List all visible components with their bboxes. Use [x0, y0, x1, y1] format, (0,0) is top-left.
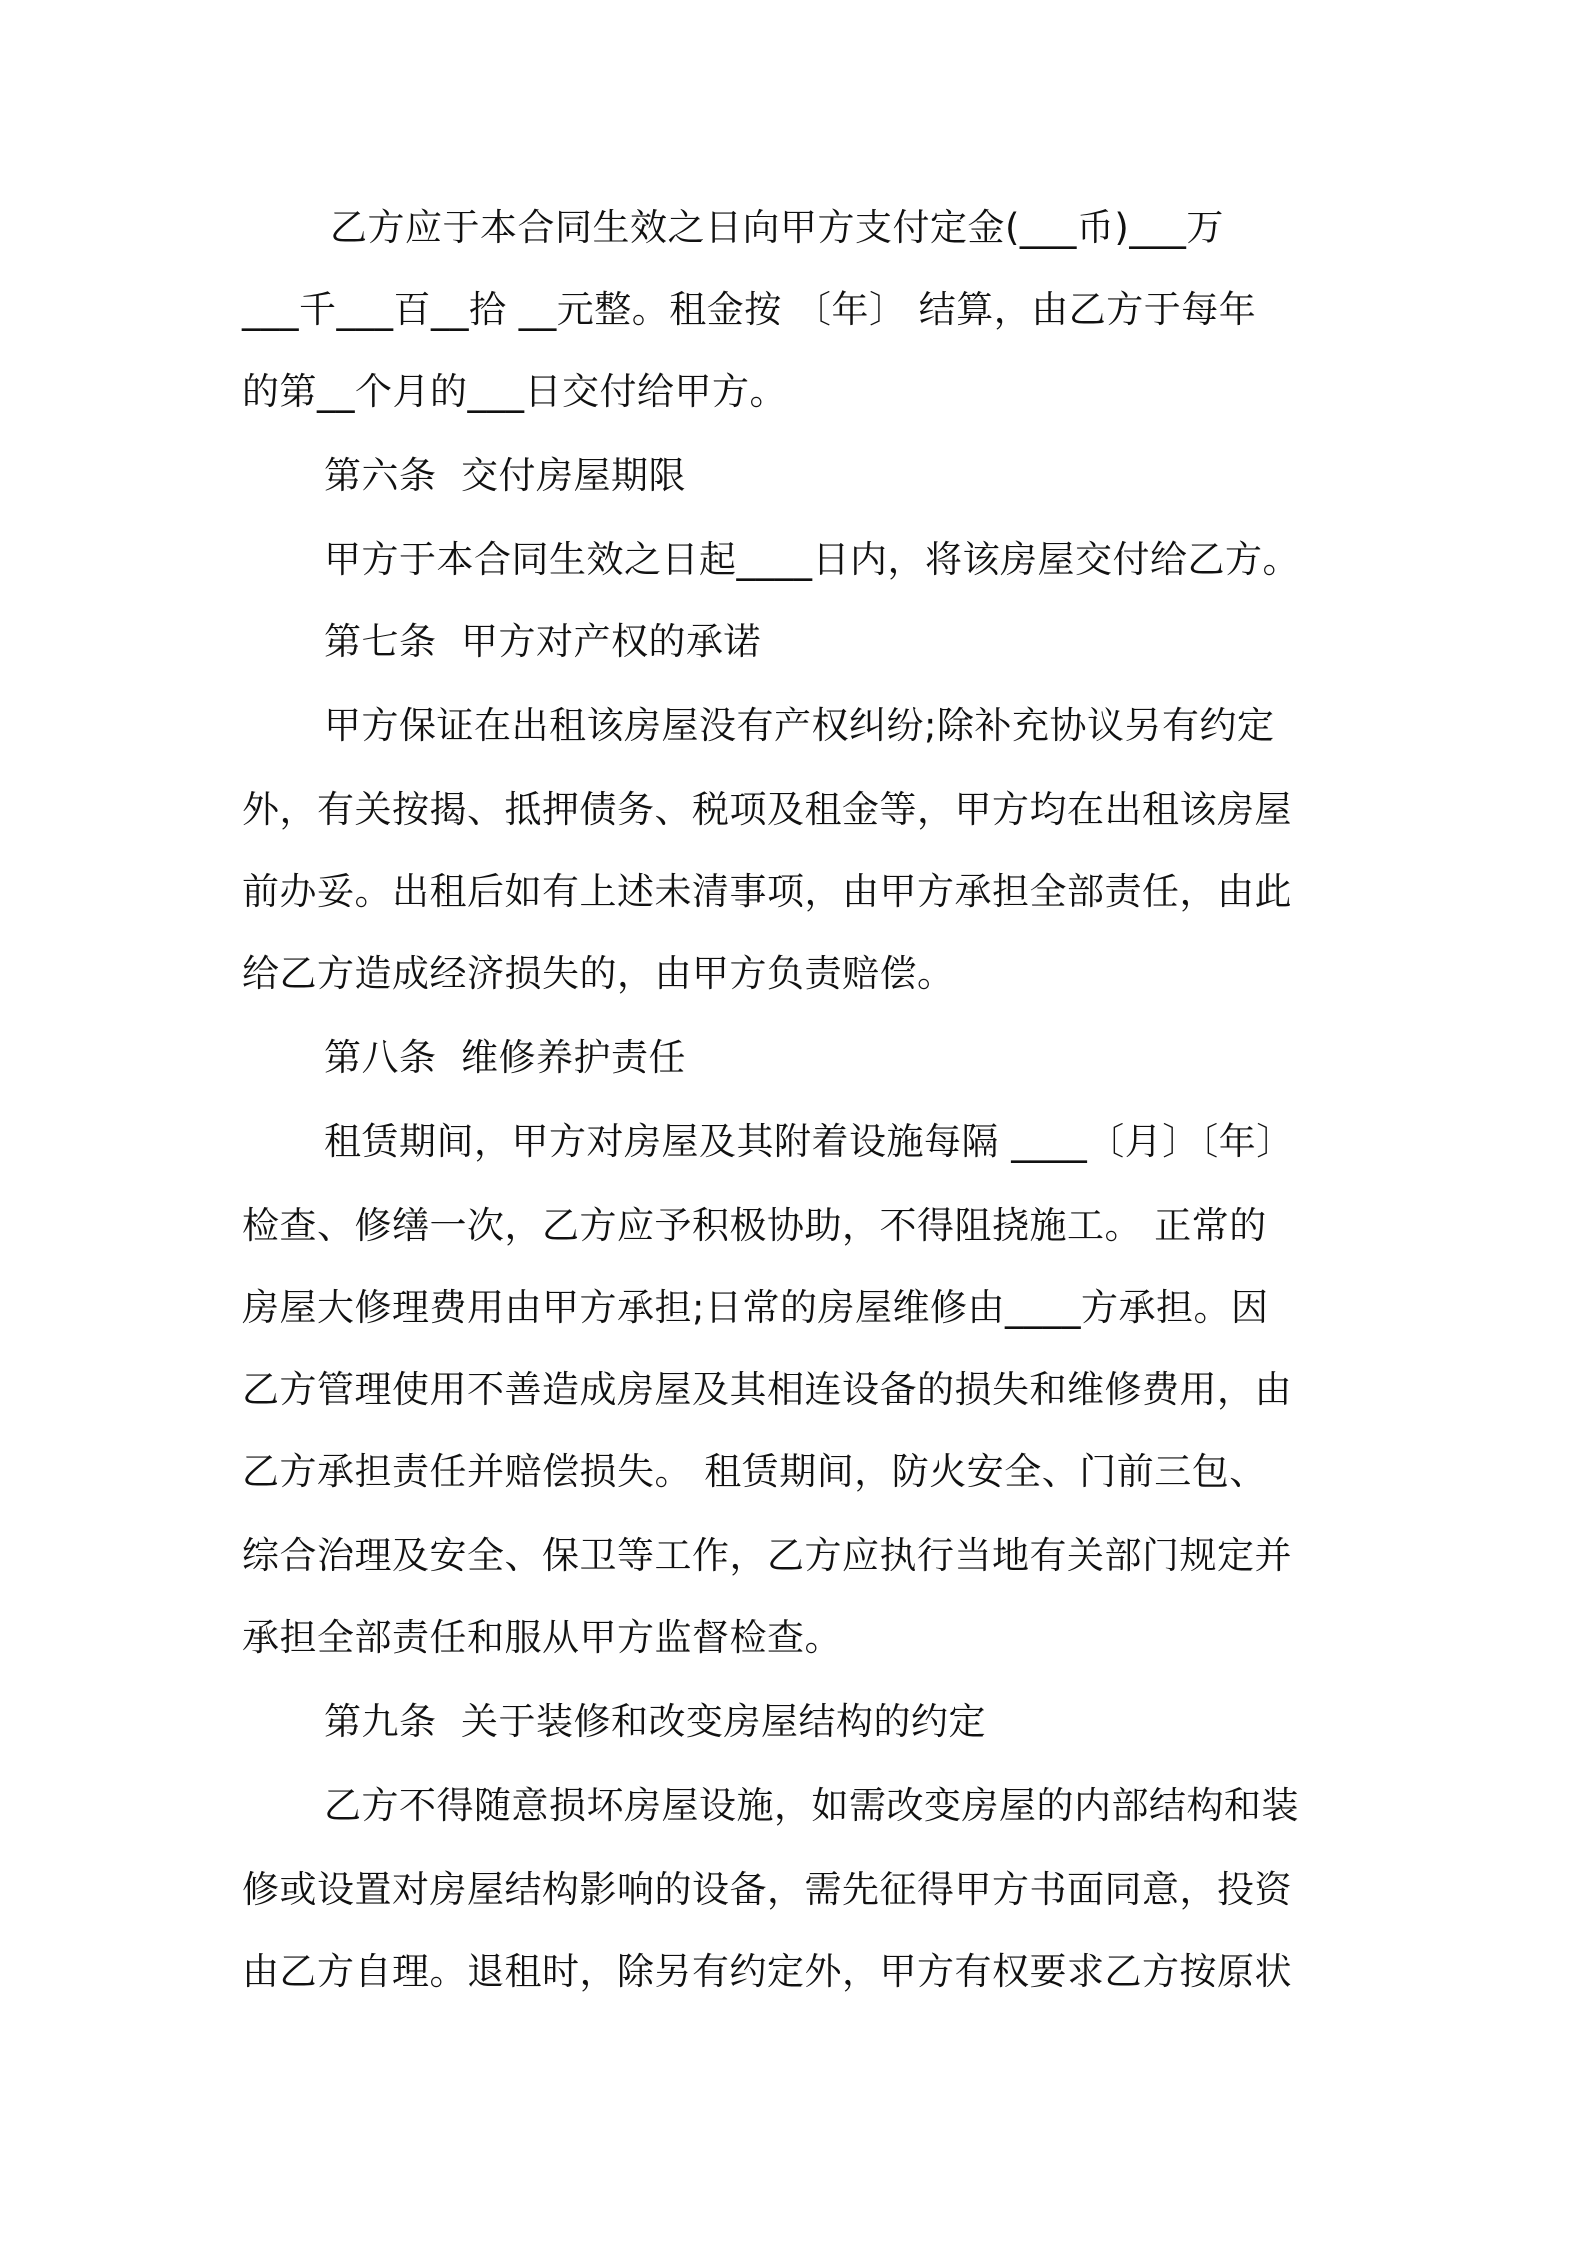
- paragraph-line: 房屋大修理费用由甲方承担;日常的房屋维修由____方承担。因: [242, 1286, 1269, 1329]
- paragraph-line: 给乙方造成经济损失的，由甲方负责赔偿。: [242, 952, 955, 995]
- paragraph-line: 前办妥。出租后如有上述未清事项，由甲方承担全部责任，由此: [242, 870, 1292, 913]
- paragraph-line: 租赁期间，甲方对房屋及其附着设施每隔 ____〔月〕〔年〕: [324, 1120, 1294, 1163]
- paragraph-line: 乙方应于本合同生效之日向甲方支付定金(___币)___万: [330, 206, 1224, 249]
- paragraph-line: 承担全部责任和服从甲方监督检查。: [242, 1616, 842, 1659]
- paragraph-line: 综合治理及安全、保卫等工作，乙方应执行当地有关部门规定并: [242, 1534, 1292, 1577]
- paragraph-line: 乙方承担责任并赔偿损失。 租赁期间，防火安全、门前三包、: [242, 1450, 1267, 1493]
- section-heading: 第八条 维修养护责任: [324, 1036, 687, 1079]
- section-heading: 第九条 关于装修和改变房屋结构的约定: [324, 1700, 987, 1743]
- paragraph-line: 的第__个月的___日交付给甲方。: [242, 370, 787, 413]
- paragraph-line: 乙方不得随意损坏房屋设施，如需改变房屋的内部结构和装: [324, 1784, 1299, 1827]
- paragraph-line: 外，有关按揭、抵押债务、税项及租金等，甲方均在出租该房屋: [242, 788, 1292, 831]
- paragraph-line: 由乙方自理。退租时，除另有约定外，甲方有权要求乙方按原状: [242, 1950, 1292, 1993]
- paragraph-line: 乙方管理使用不善造成房屋及其相连设备的损失和维修费用，由: [242, 1368, 1292, 1411]
- paragraph-line: 检查、修缮一次，乙方应予积极协助，不得阻挠施工。 正常的: [242, 1204, 1267, 1247]
- paragraph-line: 甲方保证在出租该房屋没有产权纠纷;除补充协议另有约定: [324, 704, 1275, 747]
- paragraph-line: 甲方于本合同生效之日起____日内，将该房屋交付给乙方。: [324, 538, 1300, 581]
- paragraph-line: ___千___百__拾 __元整。租金按 〔年〕 结算，由乙方于每年: [242, 288, 1257, 331]
- section-heading: 第六条 交付房屋期限: [324, 454, 687, 497]
- section-heading: 第七条 甲方对产权的承诺: [324, 620, 762, 663]
- paragraph-line: 修或设置对房屋结构影响的设备，需先征得甲方书面同意，投资: [242, 1868, 1292, 1911]
